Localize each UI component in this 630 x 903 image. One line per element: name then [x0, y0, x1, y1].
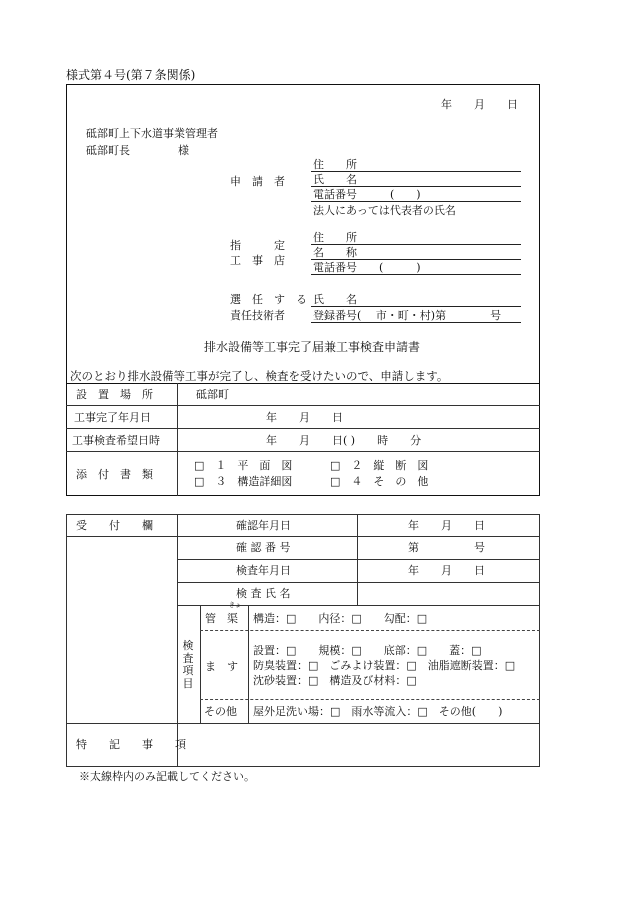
location-label: 設 置 場 所: [76, 388, 153, 401]
dashed-divider: [200, 630, 540, 631]
table-top-rule: [66, 383, 540, 384]
other-label: その他: [204, 705, 237, 718]
contractor-address-field[interactable]: [311, 244, 521, 245]
pipe-label: 管 渠: [205, 612, 238, 625]
row-divider: [66, 723, 540, 724]
reception-label: 受 付 欄: [76, 519, 153, 532]
applicant-address-label: 住 所: [313, 158, 357, 171]
attachment-checkbox-detail[interactable]: □ ３ 構造詳細図: [194, 475, 293, 488]
confirm-number-value[interactable]: 第 号: [408, 541, 485, 554]
applicant-name-field[interactable]: [311, 186, 521, 187]
engineer-label-2: 責任技術者: [230, 309, 285, 322]
form-number: 様式第４号(第７条関係): [66, 68, 196, 82]
addressee-line1: 砥部町上下水道事業管理者: [86, 127, 218, 140]
completion-date-label: 工事完了年月日: [74, 411, 151, 424]
document-title: 排水設備等工事完了届兼工事検査申請書: [204, 340, 421, 354]
confirm-date-label: 確認年月日: [236, 519, 291, 532]
row-divider: [66, 428, 540, 429]
engineer-registration: 登録番号( 市・町・村)第 号: [313, 309, 502, 322]
remarks-label: 特 記 事 項: [76, 738, 186, 751]
row-divider: [177, 559, 540, 560]
pipe-checks[interactable]: 構造：□ 内径：□ 勾配：□: [253, 612, 428, 625]
inspect-date-value[interactable]: 年 月 日: [408, 564, 485, 577]
row-divider: [66, 405, 540, 406]
engineer-registration-field[interactable]: [311, 322, 521, 323]
contractor-name-field[interactable]: [311, 259, 521, 260]
applicant-name-label: 氏 名: [313, 173, 357, 186]
column-divider: [177, 514, 178, 767]
column-divider: [200, 605, 201, 723]
column-divider: [177, 383, 178, 496]
inspection-items-label: 検査項目: [182, 639, 194, 690]
attachment-checkbox-profile[interactable]: □ ２ 縦 断 図: [330, 459, 429, 472]
engineer-label-1: 選 任 す る: [230, 293, 307, 306]
column-divider: [248, 605, 249, 723]
basin-label: ま す: [205, 660, 238, 673]
confirm-number-label: 確 認 番 号: [236, 541, 291, 554]
applicant-phone-label: 電話番号 ( ): [313, 188, 421, 201]
engineer-name-field[interactable]: [311, 306, 521, 307]
applicant-label: 申 請 者: [230, 175, 285, 188]
inspect-date-label: 検査年月日: [236, 564, 291, 577]
contractor-label-2: 工 事 店: [230, 254, 285, 267]
row-divider: [66, 451, 540, 452]
confirm-date-value[interactable]: 年 月 日: [408, 519, 485, 532]
contractor-name-label: 名 称: [313, 246, 357, 259]
addressee-line2: 砥部町長: [86, 144, 130, 157]
attachments-label: 添 付 書 類: [76, 468, 153, 481]
applicant-address-field[interactable]: [311, 171, 521, 172]
attachment-checkbox-floor-plan[interactable]: □ １ 平 面 図: [194, 459, 293, 472]
date-line: 年 月 日: [441, 98, 518, 111]
footnote: ※太線枠内のみ記載してください。: [79, 770, 255, 783]
attachment-checkbox-other[interactable]: □ ４ そ の 他: [330, 475, 429, 488]
statement: 次のとおり排水設備等工事が完了し、検査を受けたいので、申請します。: [70, 369, 449, 383]
applicant-corp-note: 法人にあっては代表者の氏名: [313, 204, 456, 217]
basin-checks-2[interactable]: 防臭装置：□ ごみよけ装置：□ 油脂遮断装置：□: [253, 659, 516, 672]
location-value[interactable]: 砥部町: [196, 388, 229, 401]
basin-checks-3[interactable]: 沈砂装置：□ 構造及び材料：□: [253, 674, 417, 687]
row-divider: [66, 536, 540, 537]
applicant-phone-field[interactable]: [311, 201, 521, 202]
engineer-name-label: 氏 名: [313, 293, 357, 306]
dashed-divider: [200, 699, 540, 700]
inspection-datetime-value[interactable]: 年 月 日( ) 時 分: [266, 434, 422, 447]
addressee-honorific: 様: [178, 144, 189, 157]
column-divider: [357, 514, 358, 605]
completion-date-value[interactable]: 年 月 日: [266, 411, 343, 424]
contractor-phone-field[interactable]: [311, 274, 521, 275]
inspector-name-label: 検 査 氏 名: [236, 587, 291, 600]
inspection-datetime-label: 工事検査希望日時: [72, 434, 160, 447]
basin-checks-1[interactable]: 設置：□ 規模：□ 底部：□ 蓋：□: [253, 644, 482, 657]
pipe-ruby: きょ: [229, 602, 242, 609]
contractor-address-label: 住 所: [313, 231, 357, 244]
other-checks[interactable]: 屋外足洗い場：□ 雨水等流入：□ その他( ): [253, 705, 503, 718]
contractor-label-1: 指 定: [230, 239, 285, 252]
row-divider: [357, 582, 540, 583]
contractor-phone-label: 電話番号 ( ): [313, 261, 421, 274]
